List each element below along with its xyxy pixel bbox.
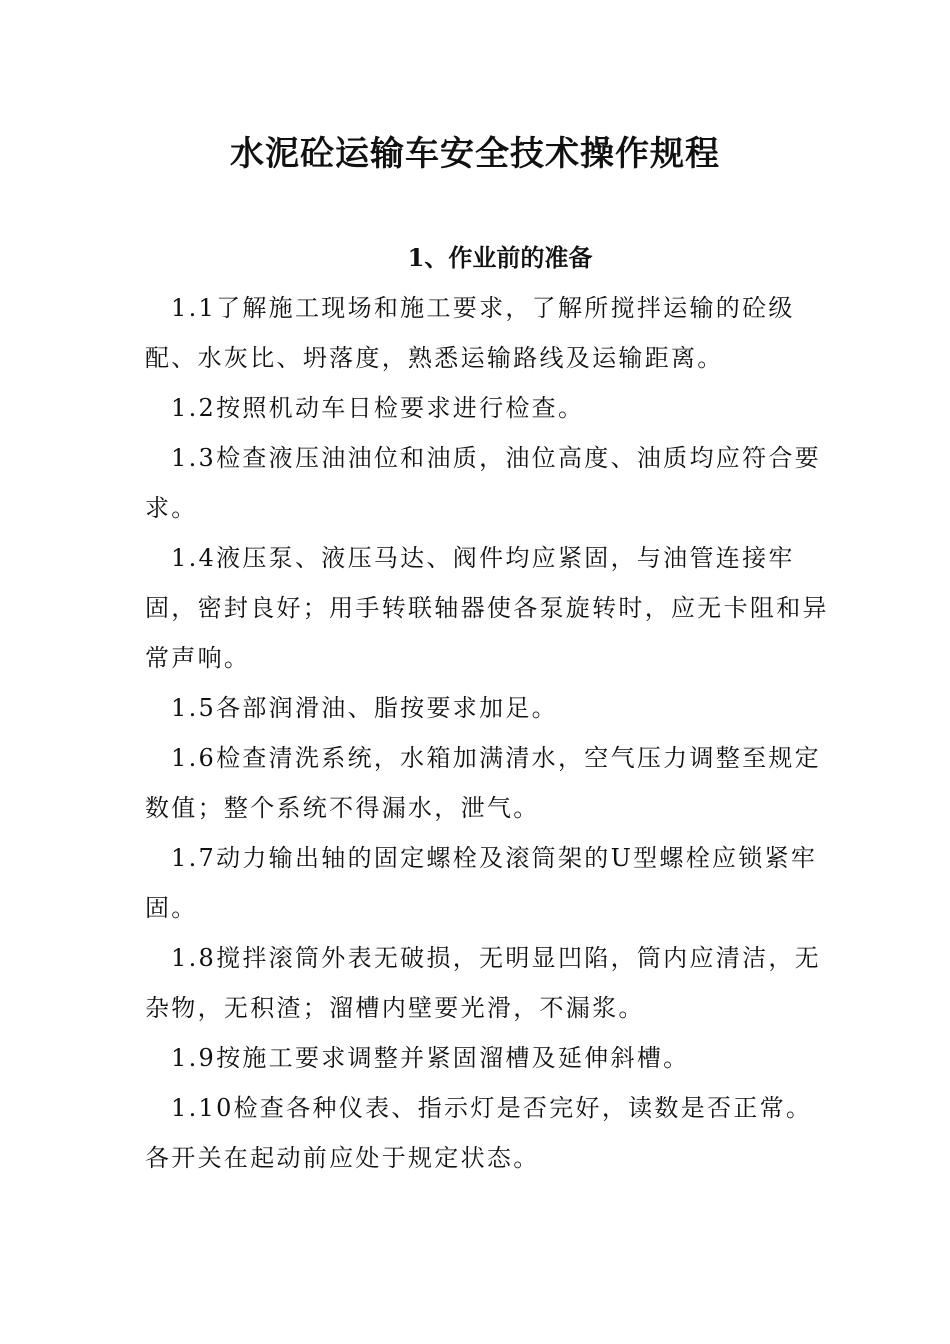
document-body bbox=[145, 283, 831, 1183]
paragraph-1-7: 1.7动力输出轴的固定螺栓及滚筒架的U型螺栓应锁紧牢固。 bbox=[145, 844, 818, 922]
paragraph-1-8: 1.8搅拌滚筒外表无破损，无明显凹陷，筒内应清洁，无杂物，无积渣；溜槽内壁要光滑，不漏浆。 bbox=[145, 944, 821, 1022]
paragraph-1-6: 1.6检查清洗系统，水箱加满清水，空气压力调整至规定数值；整个系统不得漏水，泄气。 bbox=[145, 744, 821, 822]
paragraph-1-4: 1.4液压泵、液压马达、阀件均应紧固，与油管连接牢固，密封良好；用手转联轴器使各泵旋转时，应无卡阻和异常声响。 bbox=[145, 544, 829, 672]
document-title: 水泥砼运输车安全技术操作规程 bbox=[230, 134, 720, 174]
paragraph-1-9: 1.9按施工要求调整并紧固溜槽及延伸斜槽。 bbox=[171, 1044, 690, 1072]
paragraph-1-10: 1.10检查各种仪表、指示灯是否完好，读数是否正常。各开关在起动前应处于规定状态。 bbox=[145, 1094, 813, 1172]
paragraph-1-2: 1.2按照机动车日检要求进行检查。 bbox=[171, 394, 585, 422]
paragraph-1-1: 1.1了解施工现场和施工要求，了解所搅拌运输的砼级配、水灰比、坍落度，熟悉运输路线及运输距离。 bbox=[145, 294, 795, 372]
paragraph-1-3: 1.3检查液压油油位和油质，油位高度、油质均应符合要求。 bbox=[145, 444, 821, 522]
section-heading: 1、作业前的准备 bbox=[407, 243, 593, 272]
paragraph-1-5: 1.5各部润滑油、脂按要求加足。 bbox=[171, 694, 558, 722]
